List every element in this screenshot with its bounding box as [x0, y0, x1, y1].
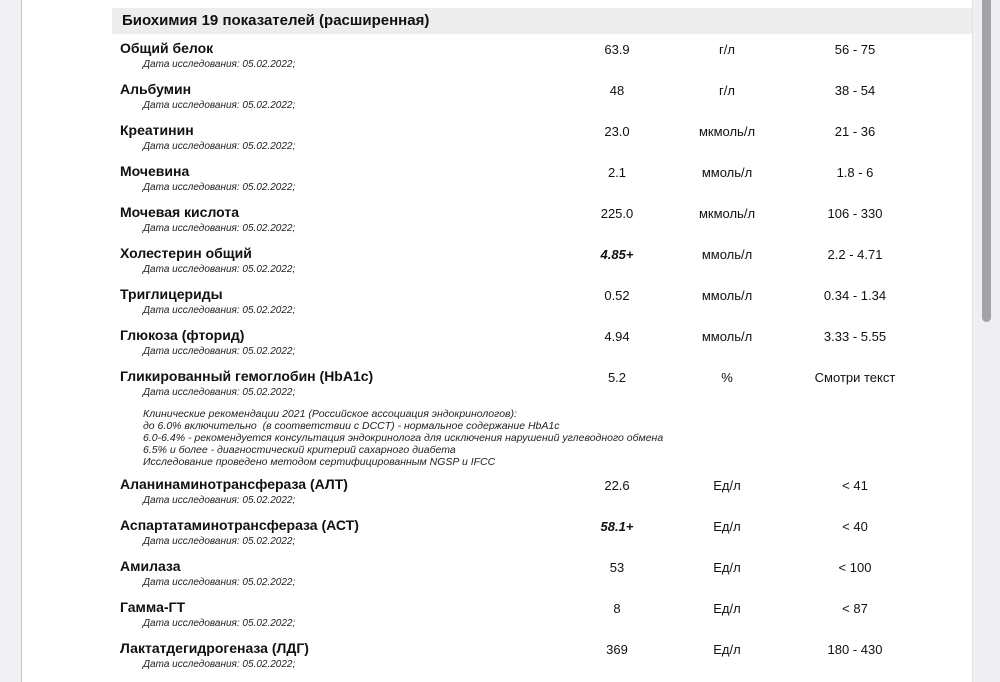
note-line: 6.0-6.4% - рекомендуется консультация эндокринолога для исключения нарушений углеводного обмена — [143, 432, 664, 444]
test-reference-range: 106 - 330 — [827, 206, 883, 221]
result-row — [112, 475, 972, 507]
test-value: 5.2 — [607, 370, 627, 385]
test-value: 225.0 — [600, 206, 634, 221]
test-value: 2.1 — [607, 165, 627, 180]
test-name: Аланинаминотрансфераза (АЛТ) — [120, 476, 348, 492]
result-row — [112, 557, 972, 589]
result-row — [112, 285, 972, 317]
test-reference-range: 21 - 36 — [834, 124, 876, 139]
test-value: 4.85+ — [600, 247, 634, 262]
test-date: Дата исследования: 05.02.2022; — [143, 59, 296, 70]
test-reference-range: 2.2 - 4.71 — [827, 247, 883, 262]
biochemistry-report — [112, 8, 972, 671]
test-date: Дата исследования: 05.02.2022; — [143, 305, 296, 316]
result-row — [112, 367, 972, 399]
test-date: Дата исследования: 05.02.2022; — [143, 577, 296, 588]
result-row — [112, 162, 972, 194]
hba1c-notes — [112, 408, 972, 468]
test-date: Дата исследования: 05.02.2022; — [143, 264, 296, 275]
test-value: 8 — [613, 601, 621, 616]
result-row — [112, 516, 972, 548]
test-value: 58.1+ — [600, 519, 634, 534]
result-row — [112, 203, 972, 235]
test-units: Ед/л — [713, 478, 741, 493]
test-date: Дата исследования: 05.02.2022; — [143, 141, 296, 152]
test-name: Креатинин — [120, 122, 194, 138]
test-value: 53 — [609, 560, 625, 575]
test-units: ммоль/л — [701, 288, 753, 303]
document-page — [23, 0, 972, 682]
test-name: Глюкоза (фторид) — [120, 327, 245, 343]
test-date: Дата исследования: 05.02.2022; — [143, 618, 296, 629]
test-units: мкмоль/л — [698, 206, 756, 221]
test-date: Дата исследования: 05.02.2022; — [143, 387, 296, 398]
test-units: Ед/л — [713, 642, 741, 657]
scrollbar-track[interactable] — [972, 0, 1000, 682]
test-date: Дата исследования: 05.02.2022; — [143, 223, 296, 234]
test-units: Ед/л — [713, 601, 741, 616]
result-rows — [112, 39, 972, 671]
result-row — [112, 244, 972, 276]
test-name: Аспартатаминотрансфераза (АСТ) — [120, 517, 359, 533]
test-name: Альбумин — [120, 81, 192, 97]
test-reference-range: 56 - 75 — [834, 42, 876, 57]
test-name: Триглицериды — [120, 286, 223, 302]
test-reference-range: 1.8 - 6 — [836, 165, 874, 180]
test-units: ммоль/л — [701, 329, 753, 344]
test-date: Дата исследования: 05.02.2022; — [143, 182, 296, 193]
test-units: Ед/л — [713, 519, 741, 534]
note-line: Исследование проведено методом сертифицированным NGSP и IFCC — [143, 456, 496, 468]
test-name: Мочевина — [120, 163, 190, 179]
test-units: мкмоль/л — [698, 124, 756, 139]
scrollbar-thumb[interactable] — [982, 0, 991, 322]
test-date: Дата исследования: 05.02.2022; — [143, 659, 296, 670]
test-reference-range: 180 - 430 — [827, 642, 883, 657]
test-value: 369 — [606, 642, 628, 657]
test-units: г/л — [719, 83, 735, 98]
test-units: ммоль/л — [701, 165, 753, 180]
test-value: 22.6 — [604, 478, 630, 493]
result-row — [112, 80, 972, 112]
test-name: Гамма-ГТ — [120, 599, 186, 615]
test-value: 4.94 — [604, 329, 630, 344]
test-value: 0.52 — [604, 288, 630, 303]
test-name: Холестерин общий — [120, 245, 252, 261]
test-date: Дата исследования: 05.02.2022; — [143, 495, 296, 506]
test-units: % — [721, 370, 733, 385]
result-row — [112, 598, 972, 630]
result-row — [112, 121, 972, 153]
result-row — [112, 326, 972, 358]
test-name: Общий белок — [120, 40, 214, 56]
test-value: 48 — [609, 83, 625, 98]
test-reference-range: Смотри текст — [814, 370, 896, 385]
test-date: Дата исследования: 05.02.2022; — [143, 346, 296, 357]
left-gutter — [0, 0, 22, 682]
test-reference-range: < 41 — [842, 478, 868, 493]
section-title: Биохимия 19 показателей (расширенная) — [112, 8, 972, 34]
test-units: ммоль/л — [701, 247, 753, 262]
test-name: Гликированный гемоглобин (HbA1c) — [120, 368, 374, 384]
test-name: Мочевая кислота — [120, 204, 239, 220]
test-date: Дата исследования: 05.02.2022; — [143, 536, 296, 547]
test-units: г/л — [719, 42, 735, 57]
test-reference-range: 3.33 - 5.55 — [823, 329, 887, 344]
test-date: Дата исследования: 05.02.2022; — [143, 100, 296, 111]
note-line: до 6.0% включительно (в соответствии с DCCT) - нормальное содержание HbA1c — [143, 420, 560, 432]
test-reference-range: < 100 — [838, 560, 872, 575]
test-name: Лактатдегидрогеназа (ЛДГ) — [120, 640, 309, 656]
test-reference-range: 0.34 - 1.34 — [823, 288, 887, 303]
test-value: 63.9 — [604, 42, 630, 57]
test-value: 23.0 — [604, 124, 630, 139]
test-units: Ед/л — [713, 560, 741, 575]
result-row — [112, 39, 972, 71]
note-line: Клинические рекомендации 2021 (Российское ассоциация эндокринологов): — [143, 408, 517, 420]
test-name: Амилаза — [120, 558, 181, 574]
test-reference-range: < 40 — [842, 519, 868, 534]
note-line: 6.5% и более - диагностический критерий сахарного диабета — [143, 444, 456, 456]
test-reference-range: 38 - 54 — [834, 83, 876, 98]
test-reference-range: < 87 — [842, 601, 868, 616]
result-row — [112, 639, 972, 671]
